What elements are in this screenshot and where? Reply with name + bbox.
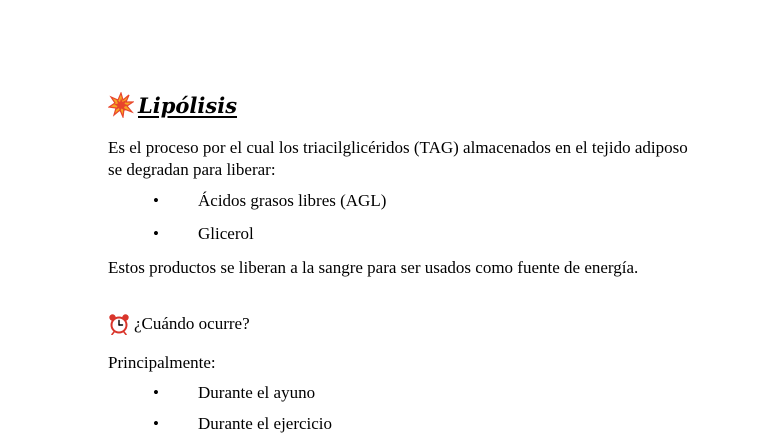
collision-icon [108, 92, 134, 118]
list-item-text: Ácidos grasos libres (AGL) [198, 191, 387, 210]
release-paragraph: Estos productos se liberan a la sangre para ser usados como fuente de energía. [108, 258, 639, 277]
bullet-marker: • [153, 224, 159, 243]
bullet-marker: • [153, 191, 159, 210]
when-heading [108, 312, 250, 336]
when-heading-text: ¿Cuándo ocurre? [134, 314, 250, 333]
list-item-text: Durante el ejercicio [198, 414, 333, 433]
bullet-marker: • [153, 414, 159, 433]
section-heading [108, 92, 237, 118]
bullet-marker: • [153, 383, 159, 402]
list-item-text: Durante el ayuno [198, 383, 316, 402]
alarm-clock-icon [108, 313, 130, 335]
intro-paragraph: Es el proceso por el cual los triacilglicéridos (TAG) almacenados en el tejido adiposo se degradan para liberar: [108, 138, 688, 179]
mainly-paragraph: Principalmente: [108, 353, 216, 372]
heading-title: Lipólisis [138, 92, 238, 118]
list-item-text: Glicerol [198, 224, 254, 243]
